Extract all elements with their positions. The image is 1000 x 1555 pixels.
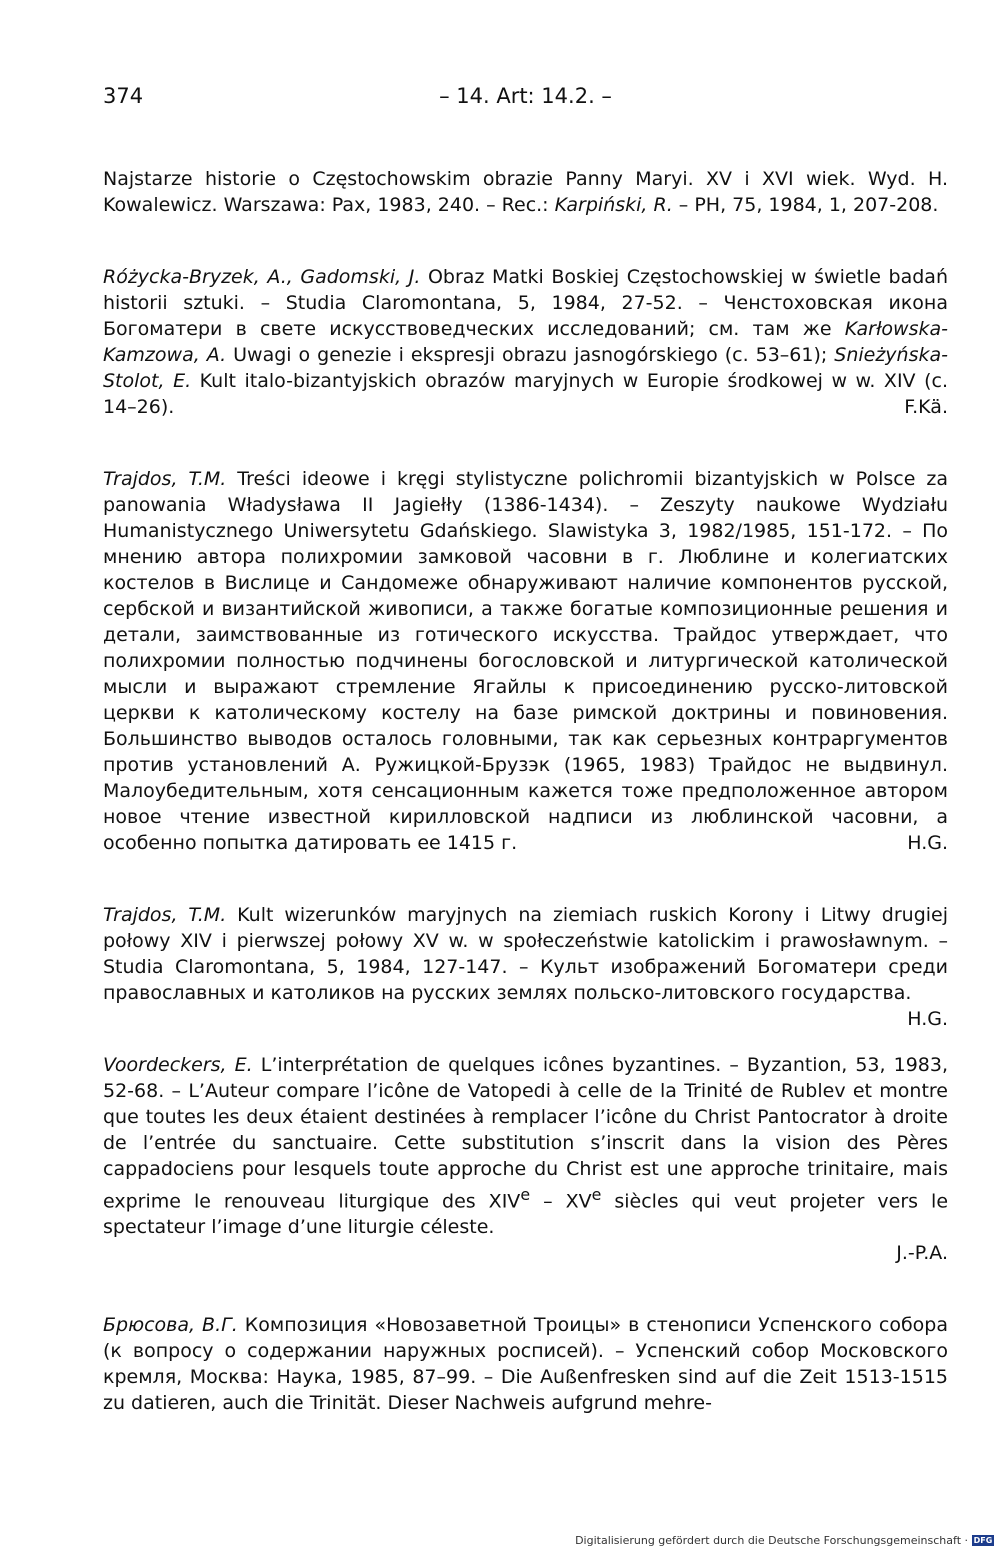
dfg-logo: DFG	[973, 1536, 993, 1545]
reviewer-signature: J.-P.A.	[896, 1242, 948, 1265]
bibliography-entry	[103, 1312, 948, 1416]
cited-author: Snieżyńska-Stolot, E.	[103, 344, 948, 392]
footer-text: Digitalisierung gefördert durch die Deutsche Forschungsgemeinschaft ·	[575, 1534, 968, 1547]
entry-text: siècles qui veut projeter vers le spectateur l’image d’une liturgie céleste.	[103, 1190, 949, 1239]
bibliography-entry	[103, 1052, 948, 1266]
bibliography-entry	[103, 902, 948, 1030]
cited-author: Karłowska-Kamzowa, A.	[103, 318, 948, 366]
bibliography-list	[103, 166, 948, 1462]
entry-author: Trajdos, T.M.	[103, 904, 227, 926]
entry-text: Treści ideowe i kręgi stylistyczne polichromii bizantyjskich w Polsce za panowania Władysława II Jagiełły (1386-1434). – Zeszyty naukowe Wydziału Humanistycznego Uniwersytetu Gdańskiego. Slawistyka 3, 1982/1985, 151-172. – По мнению автора полихромии замковой часовни в г. Люблине и колегиатских костелов в Вислице и Сандомеже обнаруживают наличие компонентов русской, сербской и византийской живописи, а также богатые композиционные решения и детали, заимствованные из готического искусства. Трайдос утверждает, что полихромии полностью подчинены богословской и литургической католической мысли и выражают стремление Ягайлы к присоединению русско-литовской церкви к католическому костелу на базе римской доктрины и повиновения. Большинство выводов осталось головными, так как серьезных контраргументов против установлений А. Ружицкой-Брузэк (1965, 1983) Трайдос не выдвинул. Малоубедительным, хотя сенсационным кажется тоже предположенное автором новое чтение известной кирилловской надписи из люблинской часовни, а особенно попытка датировать ее 1415 г.	[103, 468, 948, 854]
page-header	[103, 84, 948, 118]
superscript: e	[520, 1185, 531, 1204]
reviewer-name: Karpiński, R.	[554, 194, 673, 216]
running-title: – 14. Art: 14.2. –	[439, 84, 612, 108]
entry-author: Różycka-Bryzek, A., Gadomski, J.	[103, 266, 421, 288]
footer-credit	[575, 1534, 994, 1547]
entry-text: Kult italo-bizantyjskich obrazów maryjnych w Europie środkowej w w. XIV (c. 14–26).	[103, 370, 948, 418]
reviewer-signature: H.G.	[907, 832, 948, 854]
entry-text: Композиция «Новозаветной Троицы» в стенописи Успенского собора (к вопросу о содержании наружных росписей). – Успенский собор Московского кремля, Москва: Наука, 1985, 87–99. – Die Außenfresken sind auf die Zeit 1513-1515 zu datieren, auch die Trinität. Dieser Nachweis aufgrund mehre-	[103, 1314, 949, 1415]
entry-text: Kult wizerunków maryjnych na ziemiach ruskich Korony i Litwy drugiej połowy XIV i pierwszej połowy XV w. w społeczeństwie katolickim i prawosławnym. – Studia Claromontana, 5, 1984, 127-147. – Культ изображений Богоматери среди православных и католиков на русских землях польско-литовского государства.	[103, 904, 948, 1004]
entry-text: Obraz Matki Boskiej Częstochowskiej w świetle badań historii sztuki. – Studia Claromontana, 5, 1984, 27-52. – Ченстоховская икона Богоматери в свете искусствоведческих исследований; см. там же	[103, 266, 948, 340]
bibliography-entry	[103, 466, 948, 856]
entry-author: Брюсова, В.Г.	[103, 1314, 238, 1337]
entry-text: L’interprétation de quelques icônes byzantines. – Byzantion, 53, 1983, 52-68. – L’Auteur compare l’icône de Vatopedi à celle de la Trinité de Rublev et montre que toutes les deux étaient destinées à remplacer l’icône du Christ Pantocrator à droite de l’entrée du sanctuaire. Cette substitution s’inscrit dans la vision des Pères cappadociens pour lesquels toute approche du Christ est une approche trinitaire, mais exprime le renouveau liturgique des XIV	[103, 1054, 949, 1213]
entry-text: – XV	[530, 1190, 592, 1213]
reviewer-signature: H.G.	[907, 1008, 948, 1030]
page-number: 374	[103, 84, 144, 108]
entry-text: – PH, 75, 1984, 1, 207-208.	[672, 194, 939, 216]
entry-text: Uwagi o genezie i ekspresji obrazu jasnogórskiego (c. 53–61);	[226, 344, 835, 366]
bibliography-entry	[103, 264, 948, 420]
reviewer-signature: F.Kä.	[904, 396, 948, 418]
entry-text: Najstarze historie o Częstochowskim obrazie Panny Maryi. XV i XVI wiek. Wyd. H. Kowalewicz. Warszawa: Pax, 1983, 240. – Rec.:	[103, 168, 948, 216]
entry-author: Voordeckers, E.	[103, 1054, 253, 1076]
entry-author: Trajdos, T.M.	[103, 468, 227, 490]
bibliography-entry	[103, 166, 948, 218]
superscript: e	[591, 1185, 602, 1204]
